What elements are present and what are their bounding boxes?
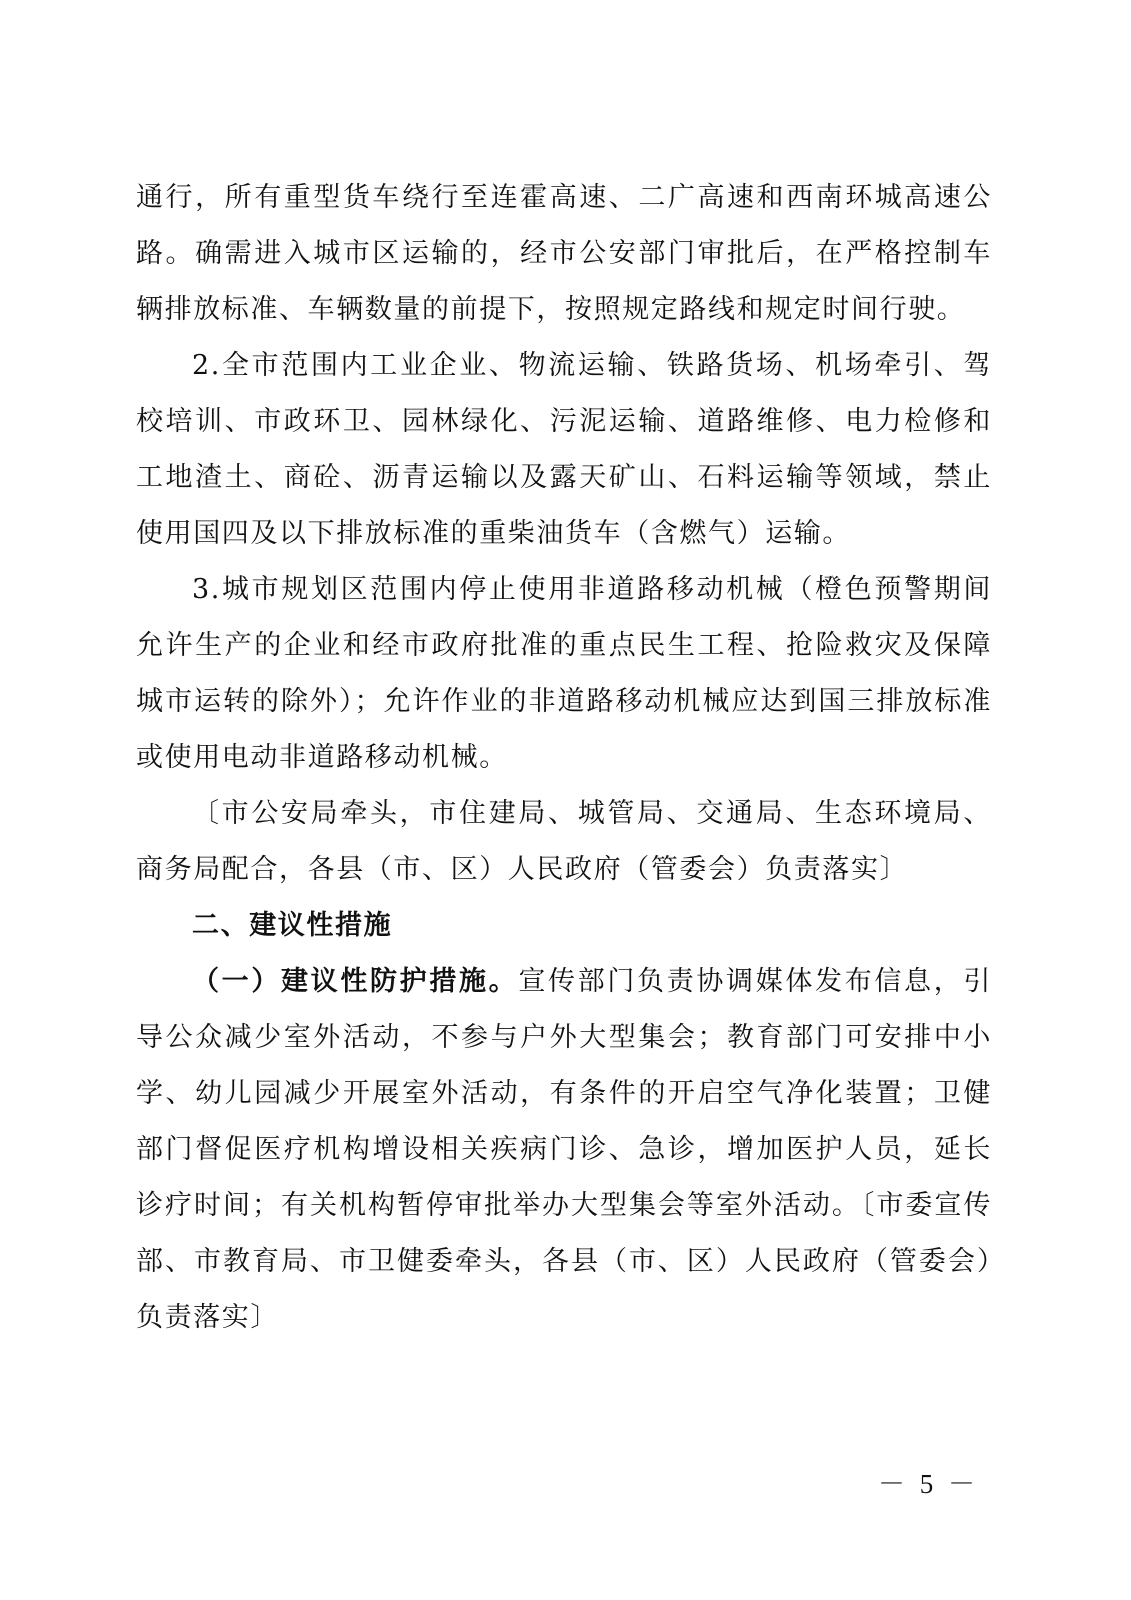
paragraph-protective-measures — [136, 954, 992, 1346]
paragraph-body: 宣传部门负责协调媒体发布信息，引导公众减少室外活动，不参与户外大型集会；教育部门可安排中小学、幼儿园减少开展室外活动，有条件的开启空气净化装置；卫健部门督促医疗机构增设相关疾病门诊、急诊，增加医护人员，延长诊疗时间；有关机构暂停审批举办大型集会等室外活动。〔市委宣传部、市教育局、市卫健委牵头，各县（市、区）人民政府（管委会）负责落实〕 — [136, 966, 992, 1333]
paragraph-lead: （一）建议性防护措施。 — [192, 966, 519, 997]
paragraph-item-3: 3.城市规划区范围内停止使用非道路移动机械（橙色预警期间允许生产的企业和经市政府批准的重点民生工程、抢险救灾及保障城市运转的除外）；允许作业的非道路移动机械应达到国三排放标准或使用电动非道路移动机械。 — [136, 574, 992, 773]
page-body — [136, 170, 992, 1346]
paragraph-continuation: 通行，所有重型货车绕行至连霍高速、二广高速和西南环城高速公路。确需进入城市区运输的，经市公安部门审批后，在严格控制车辆排放标准、车辆数量的前提下，按照规定路线和规定时间行驶。 — [136, 182, 992, 325]
responsibility-note: 〔市公安局牵头，市住建局、城管局、交通局、生态环境局、商务局配合，各县（市、区）人民政府（管委会）负责落实〕 — [136, 798, 992, 885]
section-heading: 二、建议性措施 — [192, 910, 393, 941]
page-number: － 5 － — [878, 1469, 979, 1499]
paragraph-item-2: 2.全市范围内工业企业、物流运输、铁路货场、机场牵引、驾校培训、市政环卫、园林绿化、污泥运输、道路维修、电力检修和工地渣土、商砼、沥青运输以及露天矿山、石料运输等领域，禁止使用国四及以下排放标准的重柴油货车（含燃气）运输。 — [136, 350, 992, 549]
